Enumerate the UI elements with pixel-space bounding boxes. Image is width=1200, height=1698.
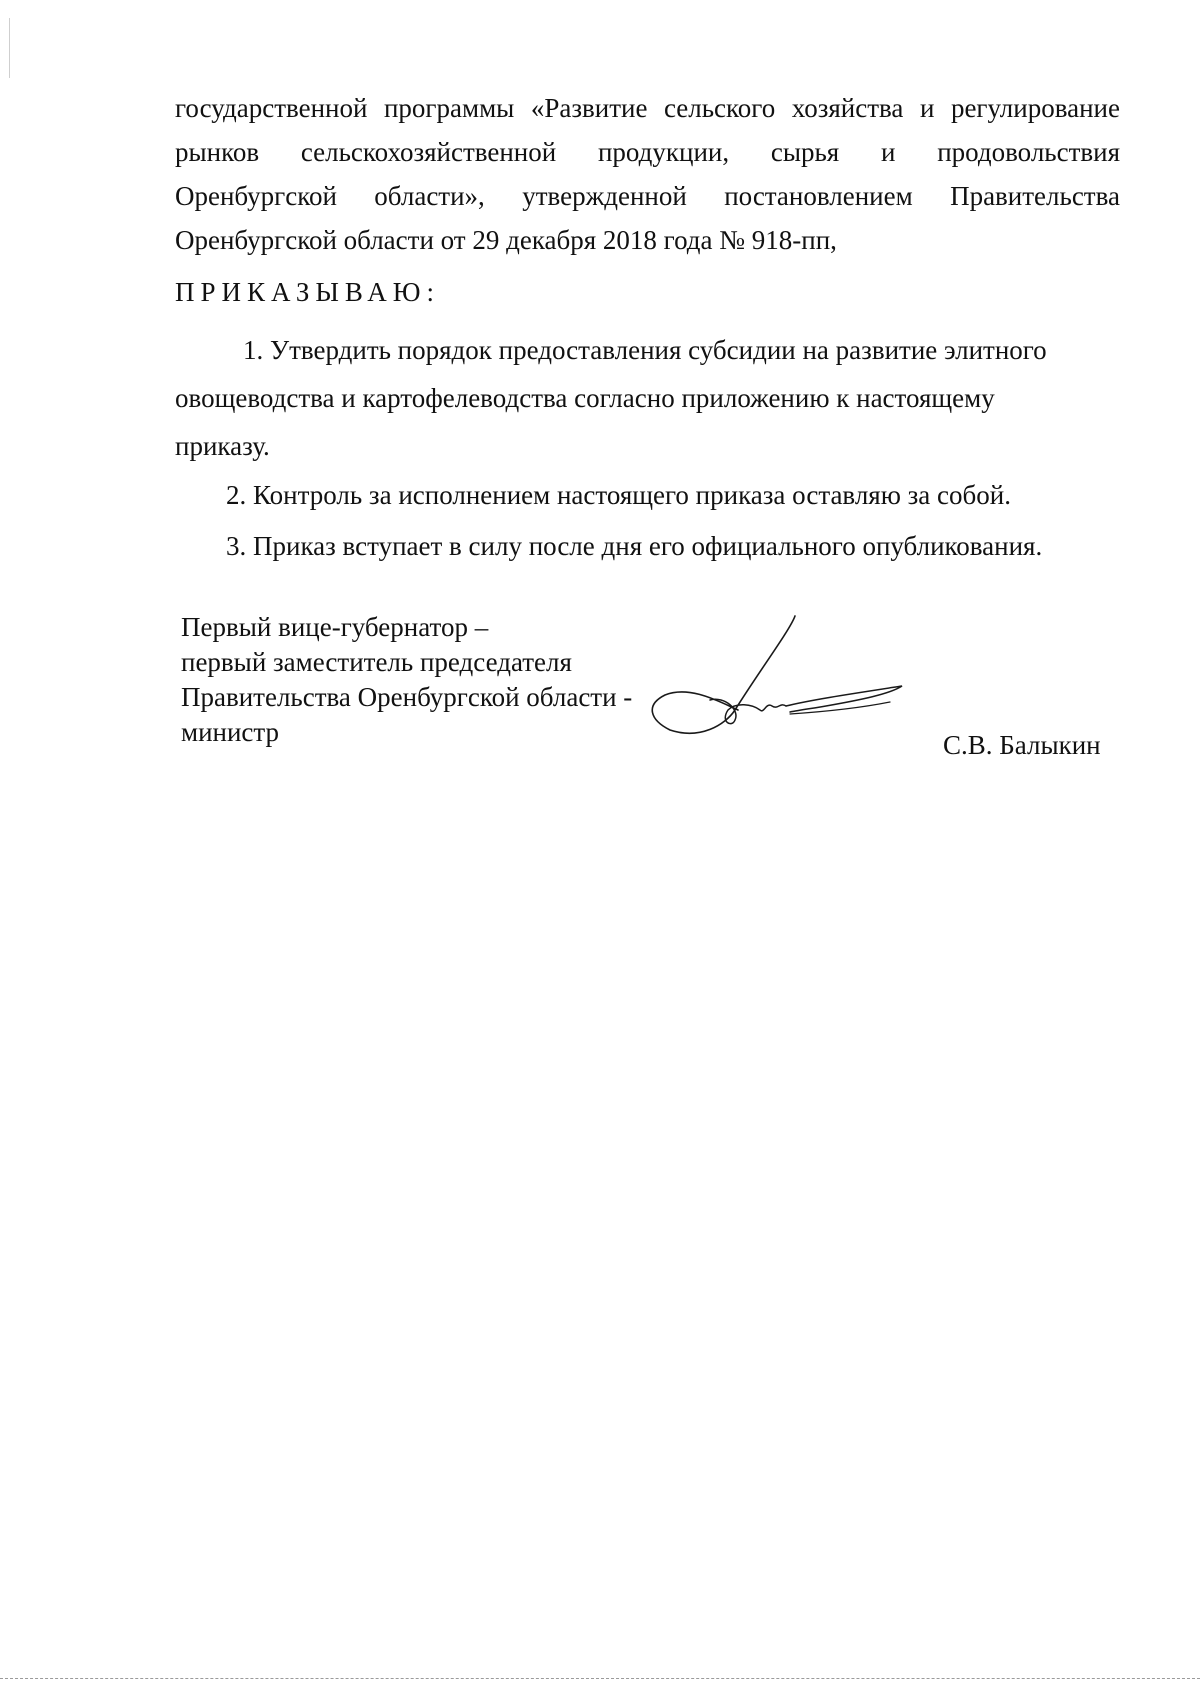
preamble-line: Оренбургской области», утвержденной постановлением Правительства bbox=[175, 181, 1120, 211]
signer-position-line: Первый вице-губернатор – bbox=[181, 612, 489, 642]
signer-position-line: министр bbox=[181, 717, 280, 747]
preamble-line: Оренбургской области от 29 декабря 2018 года № 918-пп, bbox=[175, 225, 837, 255]
order-item-2: 2. Контроль за исполнением настоящего приказа оставляю за собой. bbox=[226, 480, 1011, 510]
signer-name: С.В. Балыкин bbox=[943, 730, 1101, 760]
preamble-line: рынков сельскохозяйственной продукции, сырья и продовольствия bbox=[175, 137, 1120, 167]
order-item-1-line: 1. Утвердить порядок предоставления субсидии на развитие элитного bbox=[243, 335, 1047, 365]
signer-position-line: Правительства Оренбургской области - bbox=[181, 682, 633, 712]
order-item-1-line: овощеводства и картофелеводства согласно приложению к настоящему bbox=[175, 383, 995, 413]
order-heading: ПРИКАЗЫВАЮ: bbox=[175, 277, 440, 307]
preamble-line: государственной программы «Развитие сельского хозяйства и регулирование bbox=[175, 93, 1120, 123]
order-item-1-line: приказу. bbox=[175, 431, 270, 461]
scan-edge-mark bbox=[0, 1678, 1200, 1680]
signer-position bbox=[181, 610, 632, 750]
order-item-3: 3. Приказ вступает в силу после дня его официального опубликования. bbox=[226, 531, 1043, 561]
signer-position-line: первый заместитель председателя bbox=[181, 647, 572, 677]
scan-edge-mark bbox=[9, 18, 10, 78]
handwritten-signature bbox=[640, 610, 920, 760]
preamble-paragraph bbox=[175, 86, 1120, 262]
order-item-1 bbox=[175, 326, 1120, 470]
